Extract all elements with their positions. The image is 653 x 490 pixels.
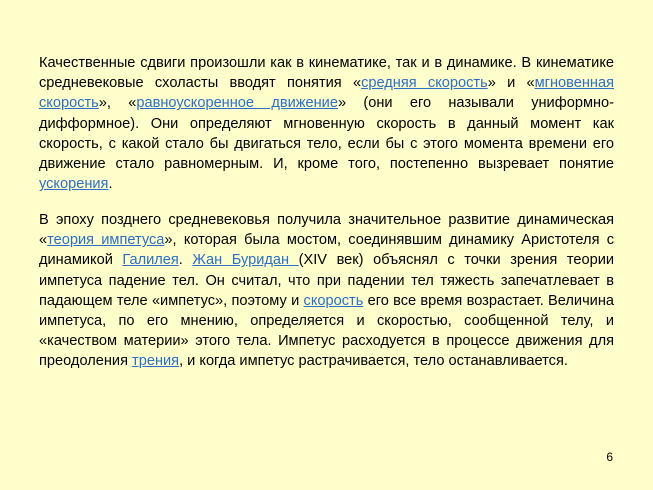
link-average-speed[interactable]: средняя скорость [361, 75, 488, 92]
paragraph-text: » и « [487, 75, 535, 92]
paragraph-text: (XIV век) объяснял с точки зрения теории импетуса падение тел. Он считал, что при падении тел тяжесть запечатлевает в падающем теле «импетус», поэтому и [39, 252, 614, 309]
paragraph-text: », « [98, 95, 137, 112]
paragraph-text: . [178, 252, 193, 269]
paragraph-kinematics [39, 53, 614, 194]
paragraph-text: . [108, 176, 113, 193]
paragraph-text: его все время возрастает. Величина импетуса, по его мнению, определяется и скоростью, сообщенной телу, и «качеством материи» этого тела. Импетус расходуется в процессе движения для преодоления [39, 292, 614, 370]
paragraph-text: В эпоху позднего средневековья получила значительное развитие динамическая « [39, 212, 614, 249]
link-impetus-theory[interactable]: теория импетуса [47, 232, 165, 249]
link-acceleration[interactable]: ускорения [39, 176, 109, 193]
link-instantaneous-speed[interactable]: мгновенная скорость [39, 75, 614, 112]
paragraph-impetus [39, 210, 614, 372]
link-speed[interactable]: скорость [303, 292, 364, 309]
paragraph-text: Качественные сдвиги произошли как в кинематике, так и в динамике. В кинематике средневековые схоласты вводят понятия « [39, 55, 614, 92]
link-friction[interactable]: трения [132, 353, 180, 370]
link-galileo[interactable]: Галилея [122, 252, 179, 269]
link-uniform-acceleration[interactable]: равноускоренное движение [136, 95, 338, 112]
paragraph-text: » (они его называли униформно-дифформное). Они определяют мгновенную скорость в данный момент как скорость, с какой стало бы двигаться тело, если бы с этого момента времени его движение стало равномерным. И, кроме того, постепенно вызревает понятие [39, 95, 615, 173]
link-jean-buridan[interactable]: Жан Буридан [192, 252, 299, 269]
paragraph-text: , и когда импетус растрачивается, тело останавливается. [179, 353, 568, 370]
paragraph-text: », которая была мостом, соединявшим динамику Аристотеля с динамикой [39, 232, 615, 269]
page-number: 6 [606, 450, 613, 464]
